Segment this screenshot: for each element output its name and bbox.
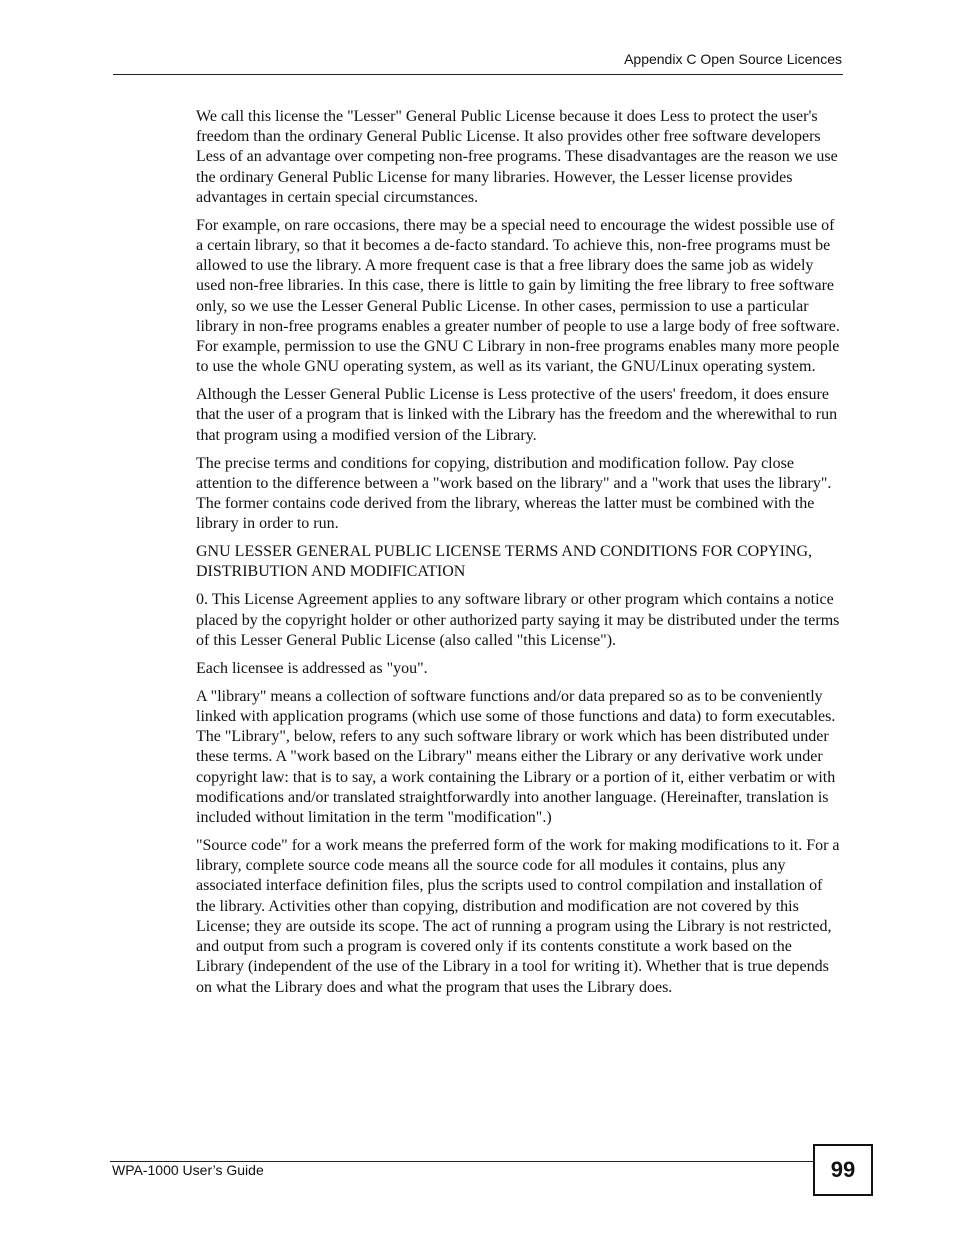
running-header: Appendix C Open Source Licences	[624, 51, 842, 67]
paragraph: A "library" means a collection of software functions and/or data prepared so as to be conveniently linked with application programs (which use some of those functions and data) to form executables. The "Library", below, refers to any such software library or work which has been distributed under these terms. A "work based on the Library" means either the Library or any derivative work under copyright law: that is to say, a work containing the Library or a portion of it, either verbatim or with modifications and/or translated straightforwardly into another language. (Hereinafter, translation is included without limitation in the term "modification".)	[196, 687, 836, 827]
page-number: 99	[813, 1144, 873, 1196]
paragraph: We call this license the "Lesser" General Public License because it does Less to protect the user's freedom than the ordinary General Public License. It also provides other free software developers Less of an advantage over competing non-free programs. These disadvantages are the reason we use the ordinary General Public License for many libraries. However, the Lesser license provides advantages in certain special circumstances.	[196, 108, 838, 206]
paragraph: "Source code" for a work means the preferred form of the work for making modifications to it. For a library, complete source code means all the source code for all modules it contains, plus any associated interface definition files, plus the scripts used to control compilation and installation of the library. Activities other than copying, distribution and modification are not covered by this License; they are outside its scope. The act of running a program using the Library is not restricted, and output from such a program is covered only if its contents constitute a work based on the Library (independent of the use of the Library in a tool for writing it). Whether that is true depends on what the Library does and what the program that uses the Library does.	[196, 837, 840, 996]
paragraph: 0. This License Agreement applies to any software library or other program which contains a notice placed by the copyright holder or other authorized party saying it may be distributed under the terms of this Lesser General Public License (also called "this License").	[196, 591, 840, 649]
section-heading: GNU LESSER GENERAL PUBLIC LICENSE TERMS AND CONDITIONS FOR COPYING, DISTRIBUTION AND MODIFICATION	[196, 543, 813, 581]
header-divider	[113, 74, 843, 75]
body-content	[196, 107, 841, 1006]
paragraph: Although the Lesser General Public License is Less protective of the users' freedom, it does ensure that the user of a program that is linked with the Library has the freedom and the wherewithal to run that program using a modified version of the Library.	[196, 386, 838, 444]
paragraph: Each licensee is addressed as "you".	[196, 659, 428, 677]
paragraph: For example, on rare occasions, there may be a special need to encourage the widest possible use of a certain library, so that it becomes a de-facto standard. To achieve this, non-free programs must be allowed to use the library. A more frequent case is that a free library does the same job as widely used non-free libraries. In this case, there is little to gain by limiting the free library to free software only, so we use the Lesser General Public License. In other cases, permission to use a particular library in non-free programs enables a greater number of people to use a large body of free software. For example, permission to use the GNU C Library in non-free programs enables many more people to use the whole GNU operating system, as well as its variant, the GNU/Linux operating system.	[196, 216, 840, 376]
footer-guide-name: WPA-1000 User’s Guide	[112, 1162, 264, 1178]
paragraph: The precise terms and conditions for copying, distribution and modification follow. Pay close attention to the difference between a "work based on the library" and a "work that uses the library". The former contains code derived from the library, whereas the latter must be combined with the library in order to run.	[196, 454, 832, 533]
